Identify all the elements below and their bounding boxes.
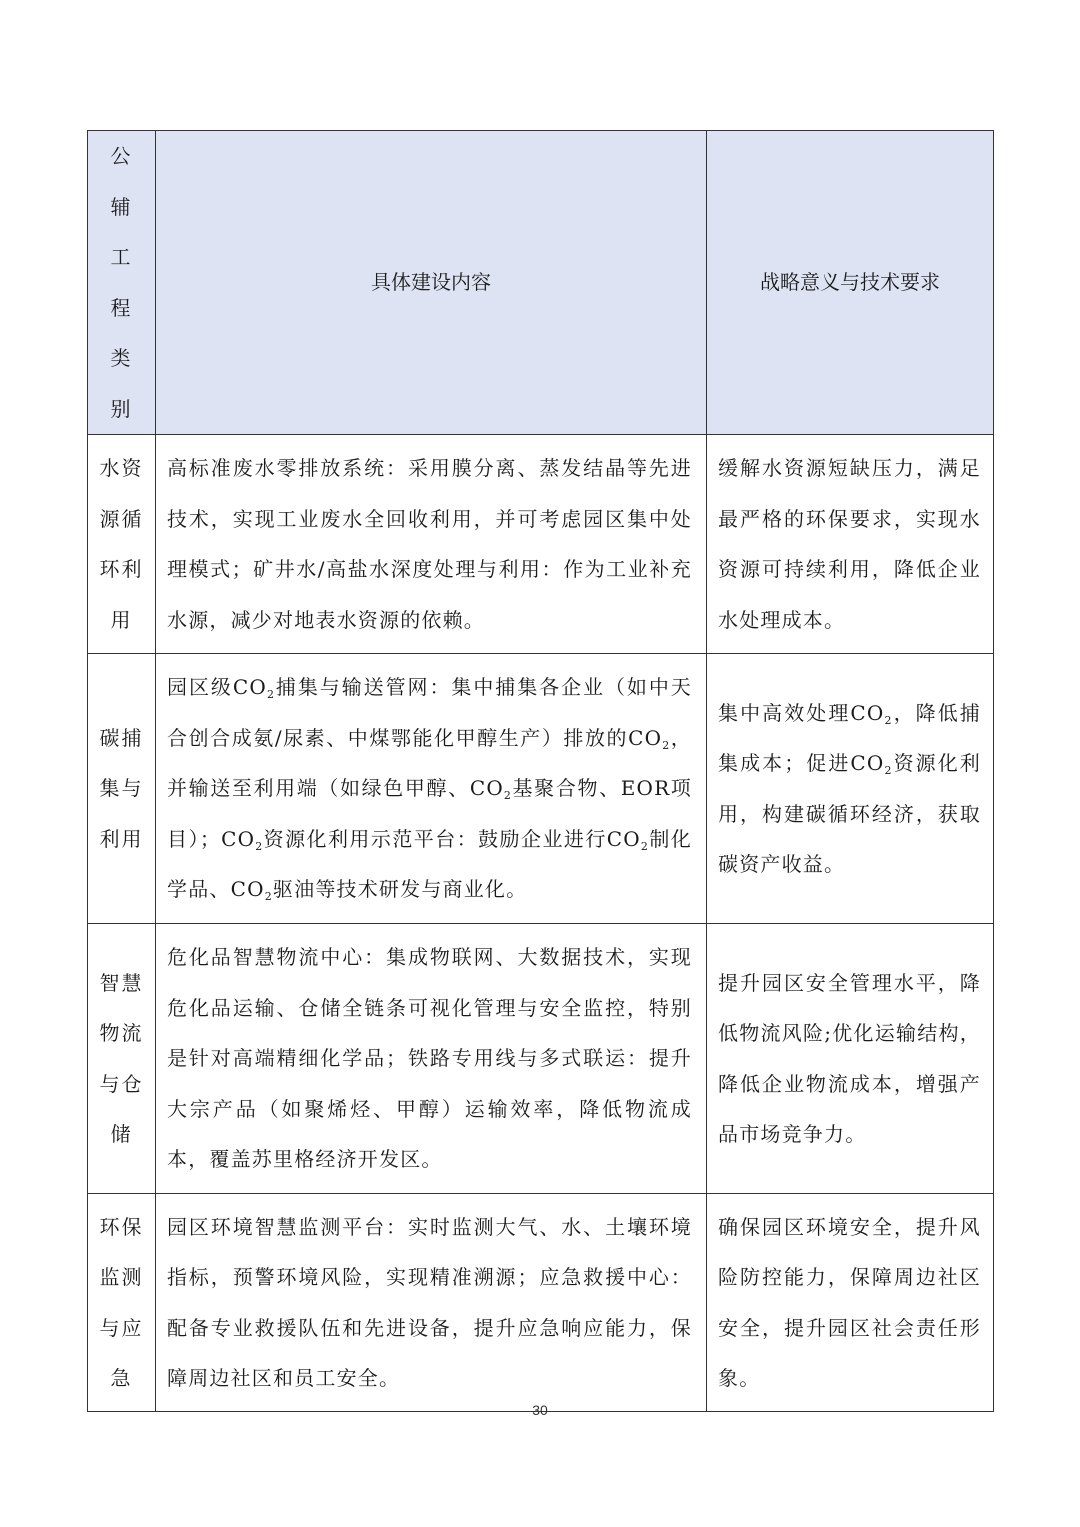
row-category-cell [88, 1194, 156, 1412]
table-row [88, 924, 994, 1194]
row-category-cell [88, 654, 156, 924]
row-category: 环保监测与应急 [99, 1214, 144, 1390]
row-strategy: 确保园区环境安全，提升风险防控能力，保障周边社区安全，提升园区社会责任形象。 [718, 1214, 981, 1390]
row-content: 危化品智慧物流中心：集成物联网、大数据技术，实现危化品运输、仓储全链条可视化管理与安全监控，特别是针对高端精细化学品；铁路专用线与多式联运：提升大宗产品（如聚烯烃、甲醇）运输效率，降低物流成本，覆盖苏里格经济开发区。 [167, 945, 692, 1172]
row-content: 园区级$CO_2$捕集与输送管网：集中捕集各企业（如中天合创合成氨/尿素、中煤鄂能化甲醇生产）排放的$CO_2$，并输送至利用端（如绿色甲醇、$CO_2$基聚合物、EOR项目）；$CO_2$资源化利用示范平台：鼓励企业进行$CO_2$制化学品、$CO_2$驱油等技术研发与商业化。 [167, 675, 693, 904]
row-content: 高标准废水零排放系统：采用膜分离、蒸发结晶等先进技术，实现工业废水全回收利用，并可考虑园区集中处理模式；矿井水/高盐水深度处理与利用：作为工业补充水源，减少对地表水资源的依赖。 [167, 456, 692, 632]
table-header-row [88, 131, 994, 435]
row-category: 智慧物流与仓储 [99, 970, 144, 1146]
row-strategy: 集中高效处理$CO_2$，降低捕集成本；促进$CO_2$资源化利用，构建碳循环经济，获取碳资产收益。 [718, 700, 981, 876]
row-strategy-cell [707, 1194, 994, 1412]
row-content-cell [156, 1194, 707, 1412]
header-category-text: 公辅工程类别 [110, 144, 133, 421]
page-number: 30 [532, 1402, 548, 1418]
row-category-cell [88, 924, 156, 1194]
row-strategy: 提升园区安全管理水平，降低物流风险;优化运输结构，降低企业物流成本，增强产品市场竞争力。 [718, 970, 981, 1146]
row-content-cell [156, 654, 707, 924]
row-category: 碳捕集与利用 [99, 725, 144, 851]
row-content-cell [156, 924, 707, 1194]
header-content [156, 131, 707, 435]
header-category [88, 131, 156, 435]
row-strategy: 缓解水资源短缺压力，满足最严格的环保要求，实现水资源可持续利用，降低企业水处理成本。 [718, 456, 981, 632]
table-row [88, 435, 994, 654]
row-strategy-cell [707, 435, 994, 654]
header-strategy-text: 战略意义与技术要求 [760, 270, 940, 295]
header-strategy [707, 131, 994, 435]
table-row [88, 1194, 994, 1412]
row-category-cell [88, 435, 156, 654]
row-strategy-cell [707, 924, 994, 1194]
row-strategy-cell [707, 654, 994, 924]
row-category: 水资源循环利用 [99, 456, 144, 632]
row-content-cell [156, 435, 707, 654]
row-content: 园区环境智慧监测平台：实时监测大气、水、土壤环境指标，预警环境风险，实现精准溯源；应急救援中心：配备专业救援队伍和先进设备，提升应急响应能力，保障周边社区和员工安全。 [167, 1214, 692, 1390]
table-row [88, 654, 994, 924]
infrastructure-table [87, 130, 994, 1412]
header-content-text: 具体建设内容 [371, 270, 491, 295]
